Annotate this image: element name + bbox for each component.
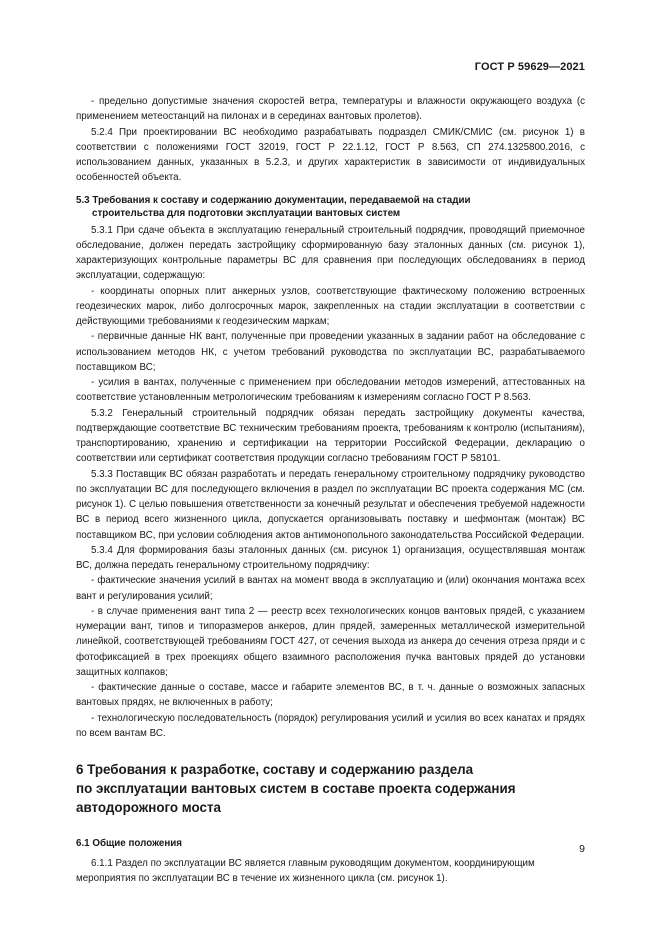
list-item: - фактические данные о составе, массе и габарите элементов ВС, в т. ч. данные о возможных запасных вантовых прядях, не включенных в работу;	[76, 682, 585, 709]
clause-5-3-3: 5.3.3 Поставщик ВС обязан разработать и передать генеральному строительному подрядчику руководство по эксплуатации ВС для последующего включения в раздел по эксплуатации ВС проекта содержания МС (см. рисунок 1). С целью повышения ответственности за конечный результат и обеспечения требуемой надежности ВС в период всего жизненного цикла, допускается организовывать поставку и шефмонтаж (монтаж) ВС поставщиком ВС, при условии соблюдения актов антимонопольного законодательства Российской Федерации.	[76, 468, 585, 541]
clause-5-2-4: 5.2.4 При проектировании ВС необходимо разрабатывать подраздел СМИК/СМИС (см. рисунок 1) в соответствии с положениями ГОСТ 32019, ГОСТ Р 22.1.12, ГОСТ Р 8.563, СП 274.1325800.2016, с использованием данных, указанных в 5.2.3, и других характеристик в зависимости от индивидуальных особенностей объекта.	[76, 126, 585, 184]
section-6-heading-line-3: автодорожного моста	[76, 800, 221, 815]
section-5-3-heading-line-1: 5.3 Требования к составу и содержанию документации, передаваемой на стадии	[76, 194, 471, 206]
list-item: - фактические значения усилий в вантах на момент ввода в эксплуатацию и (или) окончания монтажа всех вант и регулирования усилий;	[76, 575, 585, 602]
document-code-header: ГОСТ Р 59629—2021	[474, 61, 585, 73]
section-5-3-heading-line-2: строительства для подготовки эксплуатации вантовых систем	[92, 207, 401, 219]
clause-5-3-1: 5.3.1 При сдаче объекта в эксплуатацию генеральный строительный подрядчик, проводящий приемочное обследование, должен передать застройщику сформированную базу эталонных данных (см. рисунок 1), характеризующих контрольные параметры ВС для сравнения при последующих обследованиях в период эксплуатации, содержащую:	[76, 224, 585, 282]
list-item: - технологическую последовательность (порядок) регулирования усилий и усилия во всех канатах и прядях по всем вантам ВС.	[76, 712, 585, 739]
section-6-1-heading: 6.1 Общие положения	[76, 838, 183, 849]
list-item: - в случае применения вант типа 2 — реестр всех технологических концов вантовых прядей, с указанием нумерации вант, типов и типоразмеров анкеров, длин прядей, замеренных металлической измерительной линейкой, соответствующей требованиям ГОСТ 427, от сечения выхода из анкера до сечения отреза пряди и с фотофиксацией в трех проекциях общего взаимного расположения пучка вантовых прядей до установки защитных колпаков;	[76, 605, 585, 678]
clause-5-3-4: 5.3.4 Для формирования базы эталонных данных (см. рисунок 1) организация, осуществлявшая монтаж ВС, должна передать генеральному строительному подрядчику:	[76, 544, 585, 571]
list-item: - первичные данные НК вант, полученные при проведении указанных в задании работ на обследование с использованием методов НК, с учетом требований руководства по эксплуатации ВС, разрабатываемого поставщиком ВС;	[76, 331, 585, 373]
section-6-heading-line-2: по эксплуатации вантовых систем в составе проекта содержания	[76, 781, 516, 796]
section-6-heading	[76, 760, 585, 817]
clause-6-1-1: 6.1.1 Раздел по эксплуатации ВС является главным руководящим документом, координирующим мероприятия по эксплуатации ВС в течение их жизненного цикла (см. рисунок 1).	[76, 858, 535, 885]
section-5-3-heading	[76, 194, 585, 220]
intro-paragraph-1: - предельно допустимые значения скоростей ветра, температуры и влажности окружающего воздуха (с применением метеостанций на пилонах и в серединах вантовых пролетов).	[76, 96, 585, 123]
page-body	[76, 94, 585, 887]
clause-5-3-2: 5.3.2 Генеральный строительный подрядчик обязан передать застройщику документы качества, подтверждающие соответствие ВС техническим требованиям проекта, требованиям к контролю (испытаниям), транспортированию, хранению и сертификации на территории Российской Федерации, декларацию о соответствии или сертификат соответствия продукции согласно требованиям ГОСТ Р 58101.	[76, 407, 585, 465]
section-6-heading-line-1: 6 Требования к разработке, составу и содержанию раздела	[76, 762, 474, 777]
list-item: - усилия в вантах, полученные с применением при обследовании методов измерений, аттестованных на соответствие установленным метрологическим требованиям к измерениям согласно ГОСТ Р 8.563.	[76, 377, 585, 404]
list-item: - координаты опорных плит анкерных узлов, соответствующие фактическому положению встроенных геодезических марок, либо долгосрочных марок, закрепленных на стадии эксплуатации в соответствии с действующими требованиями к геодезическим маркам;	[76, 285, 585, 327]
page-number: 9	[579, 843, 585, 855]
